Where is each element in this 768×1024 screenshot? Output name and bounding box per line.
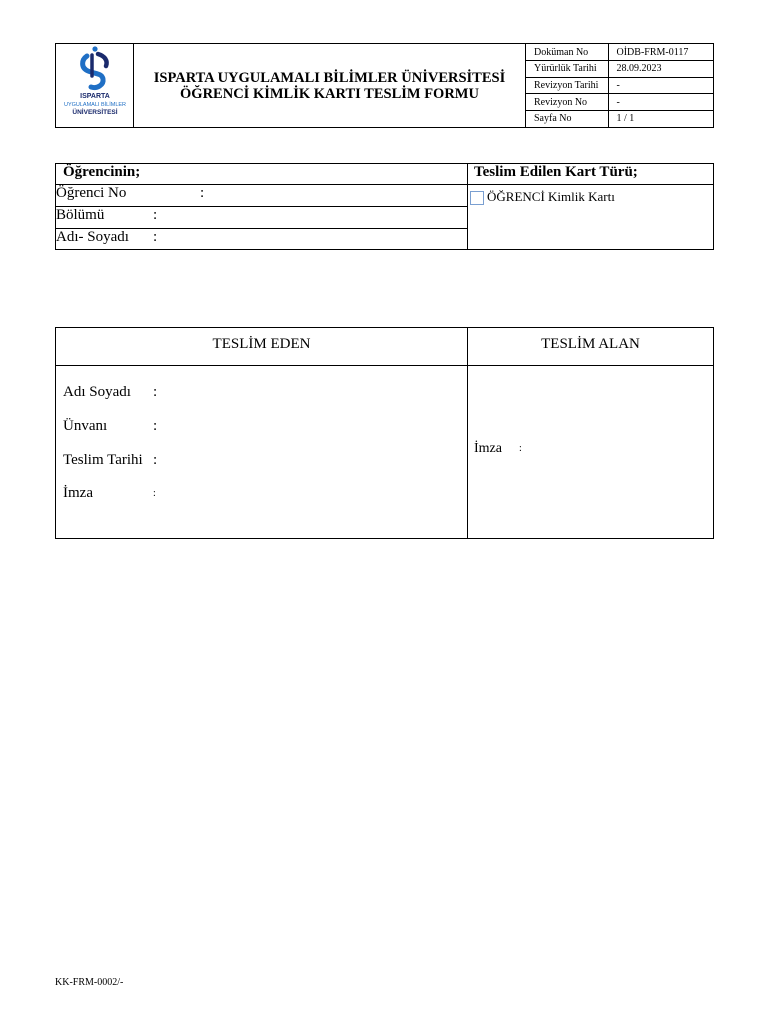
department-colon: : xyxy=(153,207,158,223)
alan-signature-label: İmza xyxy=(474,441,502,456)
document-meta-table xyxy=(526,44,713,127)
handover-section xyxy=(55,327,714,539)
university-logo-icon xyxy=(78,46,112,92)
meta-value: 1 / 1 xyxy=(616,113,635,125)
student-no-label: Öğrenci No xyxy=(56,185,127,201)
meta-value: OİDB-FRM-0117 xyxy=(608,44,713,61)
document-title xyxy=(134,44,526,127)
eden-title-label: Ünvanı xyxy=(63,418,108,434)
row-divider xyxy=(56,365,713,366)
meta-value: 28.09.2023 xyxy=(608,61,713,78)
name-colon: : xyxy=(153,229,158,245)
student-no-colon: : xyxy=(200,185,205,201)
meta-key: Revizyon Tarihi xyxy=(526,77,608,94)
eden-title-colon: : xyxy=(153,418,158,434)
meta-value: - xyxy=(608,94,713,111)
title-line-2: ÖĞRENCİ KİMLİK KARTI TESLİM FORMU xyxy=(180,85,479,102)
meta-value: - xyxy=(608,77,713,94)
alan-signature-colon: : xyxy=(519,443,522,454)
teslim-eden-heading: TESLİM EDEN xyxy=(212,336,311,352)
meta-key: Revizyon No xyxy=(526,94,608,111)
student-heading: Öğrencinin; xyxy=(63,164,141,180)
department-label: Bölümü xyxy=(56,207,105,223)
name-label: Adı- Soyadı xyxy=(56,229,129,245)
meta-row xyxy=(526,110,713,127)
eden-name-label: Adı Soyadı xyxy=(63,384,131,400)
card-option-label: ÖĞRENCİ Kimlik Kartı xyxy=(487,189,615,204)
title-line-1: ISPARTA UYGULAMALI BİLİMLER ÜNİVERSİTESİ xyxy=(153,69,506,86)
meta-key: Sayfa No xyxy=(526,110,608,127)
row-divider xyxy=(56,206,468,207)
card-type-checkbox[interactable] xyxy=(470,191,484,205)
logo-cell xyxy=(56,44,134,127)
eden-name-colon: : xyxy=(153,384,158,400)
eden-date-label: Teslim Tarihi xyxy=(63,452,143,468)
meta-row xyxy=(526,61,713,78)
teslim-alan-heading: TESLİM ALAN xyxy=(541,336,640,352)
meta-row xyxy=(526,44,713,61)
eden-date-colon: : xyxy=(153,452,158,468)
meta-key: Doküman No xyxy=(526,44,608,61)
card-type-heading: Teslim Edilen Kart Türü; xyxy=(474,164,638,180)
footer-code: KK-FRM-0002/- xyxy=(55,977,124,988)
logo-text-line: ISPARTA xyxy=(80,93,110,100)
logo-text-line: ÜNİVERSİTESİ xyxy=(72,109,118,116)
row-divider xyxy=(56,184,713,185)
eden-signature-label: İmza xyxy=(63,485,93,501)
section-divider xyxy=(467,328,468,538)
meta-row xyxy=(526,94,713,111)
meta-row xyxy=(526,77,713,94)
logo-text-line: UYGULAMALI BİLİMLER xyxy=(63,102,127,108)
document-header xyxy=(55,43,714,128)
student-info-section xyxy=(55,163,714,250)
meta-key: Yürürlük Tarihi xyxy=(526,61,608,78)
eden-signature-colon: : xyxy=(153,488,156,499)
